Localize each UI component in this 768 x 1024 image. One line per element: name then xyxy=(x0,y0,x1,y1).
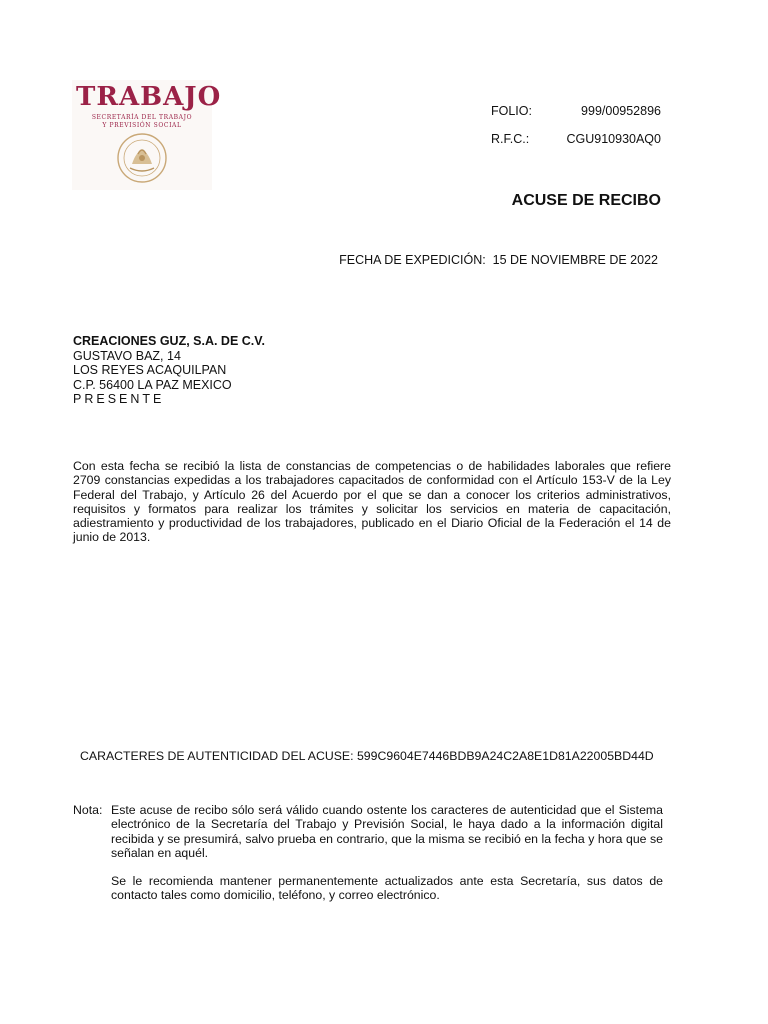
recipient-name: CREACIONES GUZ, S.A. DE C.V. xyxy=(73,334,265,348)
recipient-street: GUSTAVO BAZ, 14 xyxy=(73,348,181,363)
folio-value: 999/00952896 xyxy=(581,104,661,118)
rfc-label: R.F.C.: xyxy=(491,132,530,146)
note-paragraph-1: Este acuse de recibo sólo será válido cuando ostente los caracteres de autenticidad que el Sistema electrónico de la Secretaría del Trabajo y Previsión Social, le haya dado a la información digital recibida y se presumirá, salvo prueba en contrario, que la misma se recibió en la fecha y hora que se señalan en aquél. xyxy=(111,803,663,860)
authenticity-string: CARACTERES DE AUTENTICIDAD DEL ACUSE: 599C9604E7446BDB9A24C2A8E1D81A22005BD44D xyxy=(80,749,654,763)
presente-line: PRESENTE xyxy=(73,392,165,406)
folio-label: FOLIO: xyxy=(491,104,532,118)
logo-subtitle-line-2: Y PREVISIÓN SOCIAL xyxy=(102,122,182,129)
trabajo-logo xyxy=(72,80,222,190)
document-title: ACUSE DE RECIBO xyxy=(511,192,661,209)
note-label: Nota: xyxy=(73,803,103,817)
recipient-colonia: LOS REYES ACAQUILPAN xyxy=(73,363,227,377)
issue-date: FECHA DE EXPEDICIÓN: 15 DE NOVIEMBRE DE 2022 xyxy=(339,253,658,267)
logo-subtitle xyxy=(72,114,212,130)
receipt-paragraph: Con esta fecha se recibió la lista de constancias de competencias o de habilidades laborales que refiere 2709 constancias expedidas a los trabajadores capacitados de conformidad con el Artículo 153-V de la Ley Federal del Trabajo, y Artículo 26 del Acuerdo por el que se dan a conocer los criterios administrativos, requisitos y formatos para realizar los trámites y solicitar los servicios en materia de capacitación, adiestramiento y productividad de los trabajadores, publicado en el Diario Oficial de la Federación el 14 de junio de 2013. xyxy=(73,459,671,545)
mexican-coat-of-arms-seal-icon xyxy=(116,132,168,184)
rfc-value: CGU910930AQ0 xyxy=(566,132,661,146)
logo-subtitle-line-1: SECRETARÍA DEL TRABAJO xyxy=(91,114,193,121)
note-body xyxy=(111,803,663,917)
logo-wordmark: TRABAJO xyxy=(76,82,222,112)
recipient-address xyxy=(73,334,265,407)
recipient-cp-city: C.P. 56400 LA PAZ MEXICO xyxy=(73,377,232,392)
note-paragraph-2: Se le recomienda mantener permanentemente actualizados ante esta Secretaría, sus datos de contacto tales como domicilio, teléfono, y correo electrónico. xyxy=(111,874,663,903)
